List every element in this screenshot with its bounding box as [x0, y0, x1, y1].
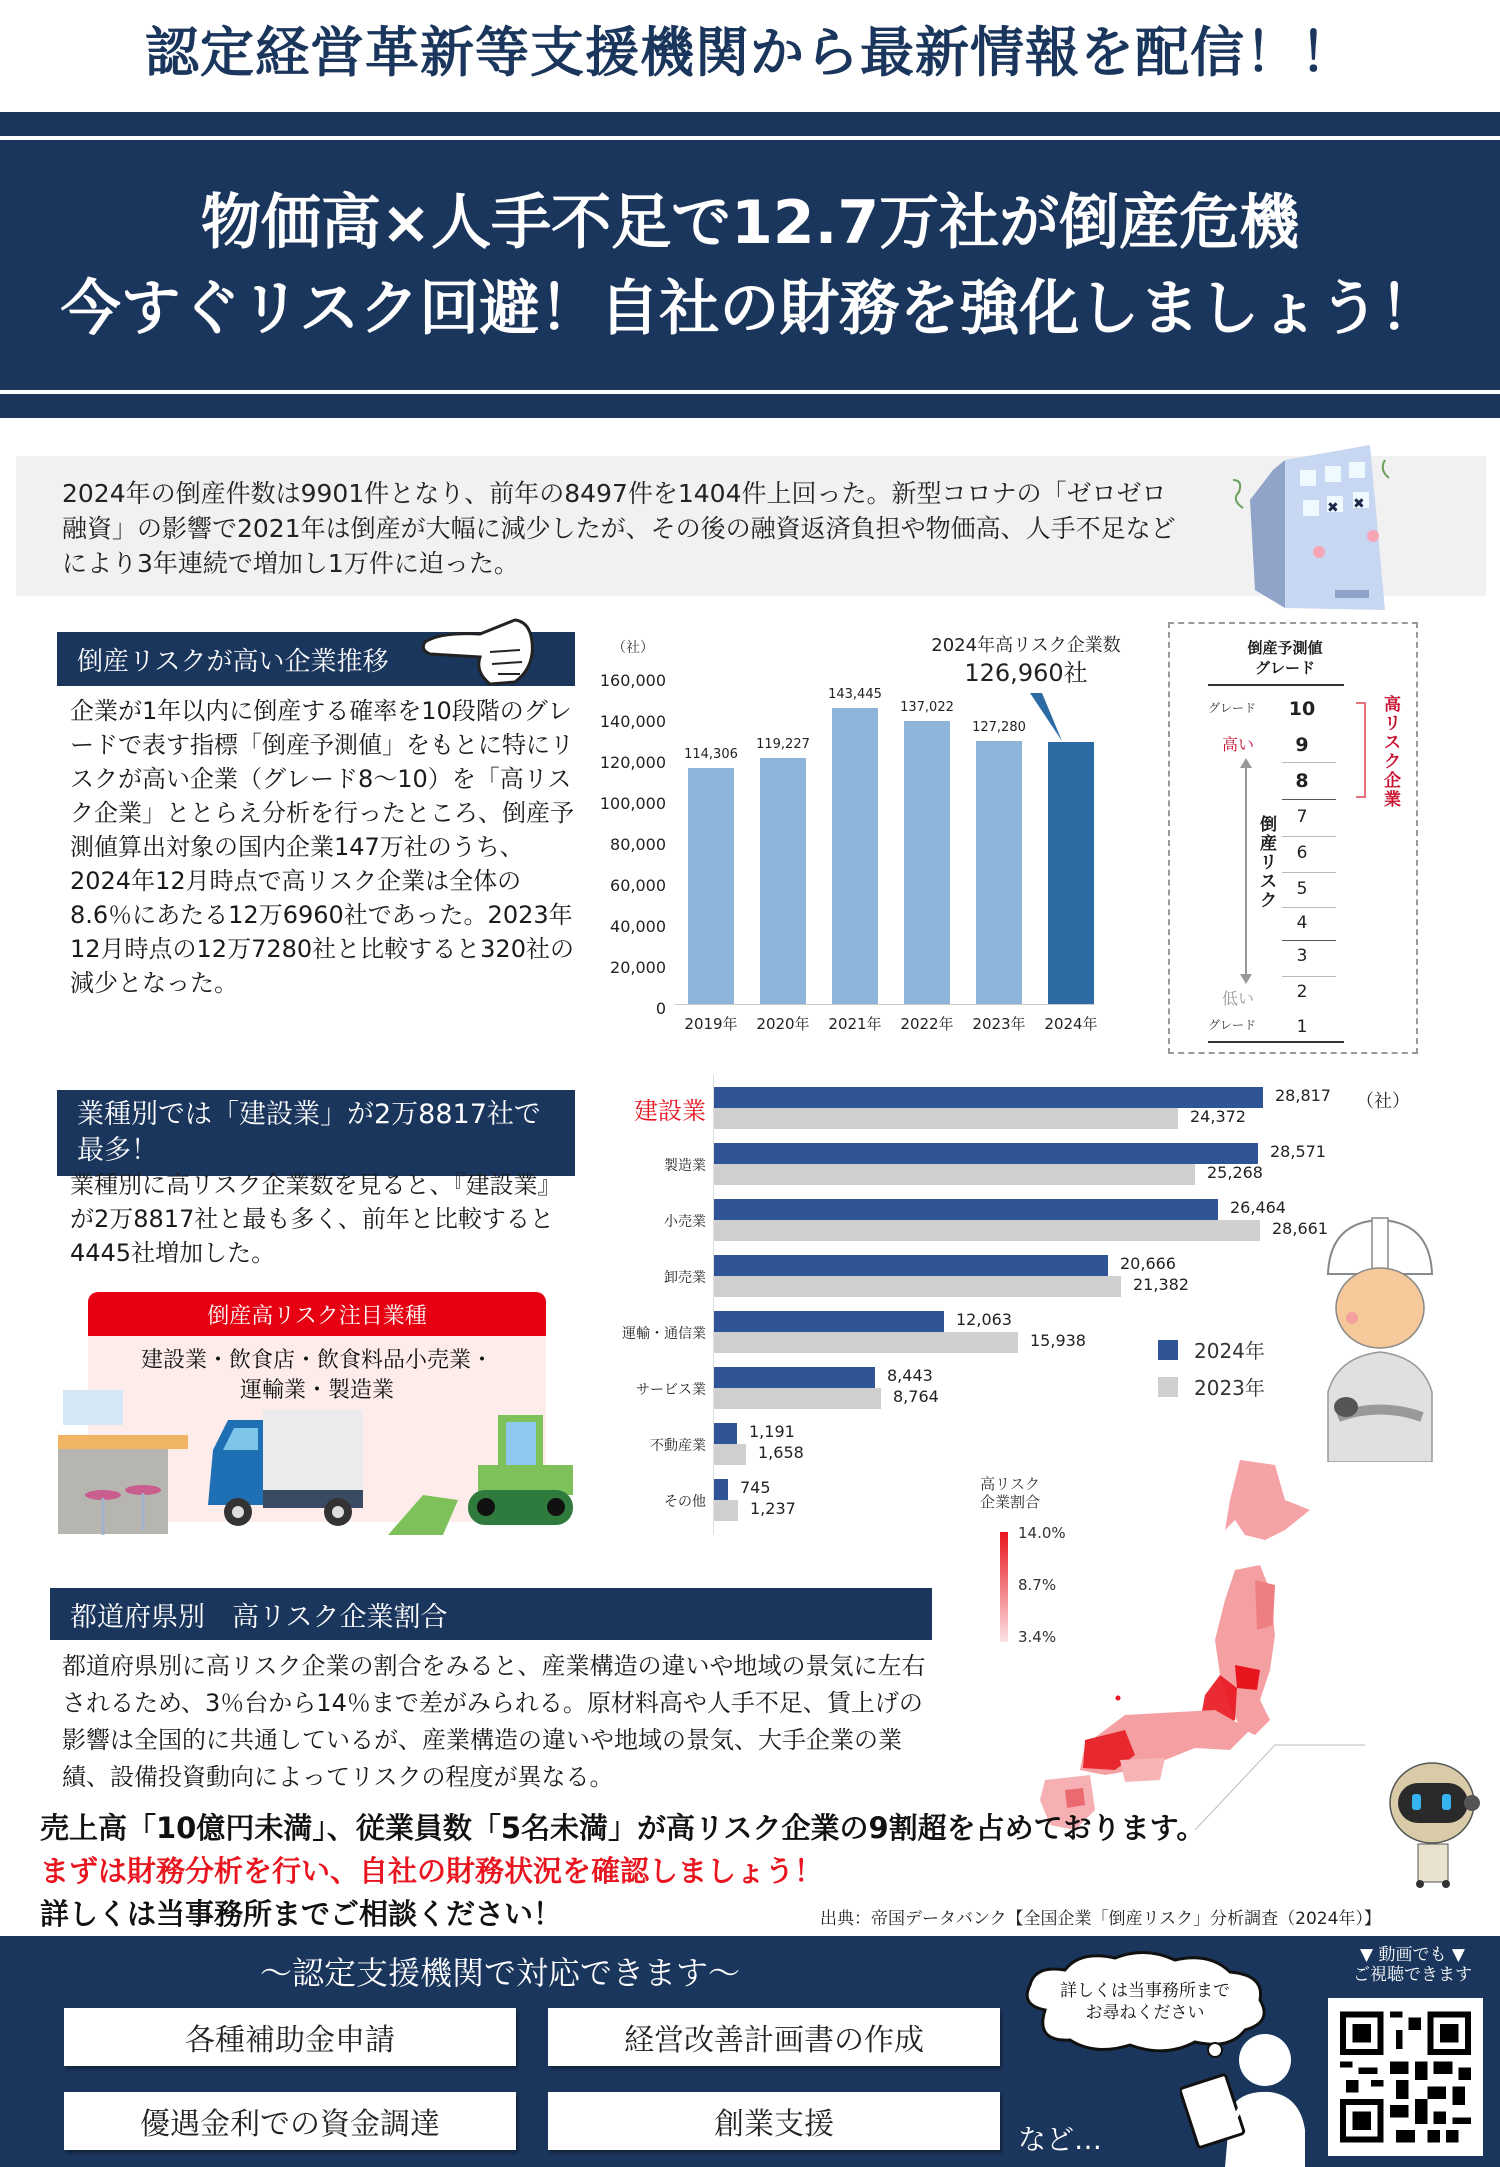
service-preferential-financing[interactable]: 優遇金利での資金調達 [64, 2092, 516, 2150]
bankruptcy-risk-vertical-label: 倒産リスク [1260, 815, 1277, 911]
bar-2024年-運輸・通信業 [714, 1311, 944, 1332]
bar-2024年-サービス業 [714, 1367, 875, 1388]
y-tick: 120,000 [599, 753, 666, 772]
legend-swatch [1158, 1340, 1178, 1360]
map-legend-mid: 8.7% [1018, 1576, 1057, 1594]
y-tick: 140,000 [599, 712, 666, 731]
chart1-callout-value: 126,960社 [964, 659, 1088, 687]
x-tick: 2019年 [684, 1015, 738, 1033]
bar-2023年-小売業 [714, 1220, 1260, 1241]
hero-headline-1: 物価高×人手不足で12.7万社が倒産危機 [200, 188, 1300, 258]
bar-value-label: 8,764 [893, 1387, 939, 1406]
hero-banner [0, 140, 1500, 390]
x-tick: 2020年 [756, 1015, 810, 1033]
grade-divider [1282, 976, 1336, 977]
grade-9: 9 [1295, 734, 1309, 756]
grade-1: 1 [1296, 1017, 1308, 1037]
grade-panel-title [1210, 638, 1360, 678]
legend-item-2024 [1158, 1335, 1265, 1364]
bar-value-label: 745 [740, 1478, 771, 1497]
top-title: 認定経営革新等支援機関から最新情報を配信！！ [145, 21, 1355, 84]
divider [1208, 1041, 1344, 1043]
bar-value-label: 21,382 [1133, 1275, 1189, 1294]
grade-label-bottom: グレード [1208, 1018, 1257, 1032]
section-risk-trend-text: 企業が1年以内に倒産する確率を10段階のグレードで表す指標「倒産予測値」をもとに特にリスクが高い企業（グレード8～10）を「高リスク企業」ととらえ分析を行ったところ、倒産予測値算出対象の国内企業147万社のうち、2024年12月時点で高リスク企業は全体の8.6％にあたる12万6960社であった。2023年12月時点の12万7280社と比較すると320社の減少となった。 [70, 697, 574, 997]
video-label [1335, 1945, 1490, 1985]
double-arrow-icon [1240, 758, 1252, 984]
bar-2024年-卸売業 [714, 1255, 1108, 1276]
bar-2021年 [832, 708, 878, 1004]
bar-value-label: 28,661 [1272, 1219, 1328, 1238]
bar-2024年-不動産業 [714, 1423, 737, 1444]
grade-low-label: 低い [1222, 989, 1255, 1008]
qr-code-icon [1340, 2010, 1471, 2144]
grade-divider [1282, 762, 1336, 763]
grade-2: 2 [1296, 982, 1308, 1002]
y-tick: 100,000 [599, 794, 666, 813]
x-tick: 2022年 [900, 1015, 954, 1033]
category-label: サービス業 [636, 1382, 706, 1398]
svg-text:✖: ✖ [1327, 500, 1339, 516]
legend-swatch [1158, 1377, 1178, 1397]
grade-6: 6 [1296, 843, 1308, 863]
bar-value-label: 24,372 [1190, 1107, 1246, 1126]
hero-band-top-stripe [0, 112, 1500, 136]
section-header-prefecture: 都道府県別 高リスク企業割合 [50, 1588, 932, 1640]
bar-2023年-その他 [714, 1500, 738, 1521]
bar-value-label: 26,464 [1230, 1198, 1286, 1217]
conclusion-line-3: 詳しくは当事務所までご相談ください！ [40, 1897, 563, 1931]
y-tick: 20,000 [610, 958, 666, 977]
conclusion-line-1: 売上高「10億円未満」、従業員数「5名未満」が高リスク企業の9割超を占めております。 [40, 1811, 1206, 1845]
cloud-text-line2: お尋ねください [1085, 2003, 1205, 2023]
chart1-callout-label: 2024年高リスク企業数 [931, 635, 1121, 656]
service-management-improvement-plan[interactable]: 経営改善計画書の作成 [548, 2008, 1000, 2066]
map-legend-max: 14.0% [1018, 1524, 1066, 1542]
bar-value-label: 28,817 [1275, 1086, 1331, 1105]
conclusion-line-2-callout: まずは財務分析を行い、自社の財務状況を確認しましょう！ [40, 1854, 824, 1888]
grade-label-top: グレード [1208, 701, 1257, 715]
bar-2023年-不動産業 [714, 1444, 746, 1465]
service-subsidy-application[interactable]: 各種補助金申請 [64, 2008, 516, 2066]
bar-value-label: 15,938 [1030, 1331, 1086, 1350]
bar-value-label: 25,268 [1207, 1163, 1263, 1182]
legend-item-2023 [1158, 1372, 1265, 1401]
category-label: その他 [664, 1494, 706, 1510]
video-label-line1: ▼ 動画でも ▼ [1360, 1945, 1465, 1965]
high-risk-bracket [1356, 702, 1366, 798]
legend-label: 2023年 [1194, 1376, 1265, 1400]
grade-divider [1282, 907, 1336, 908]
cloud-text-line1: 詳しくは当事務所まで [1060, 1981, 1230, 2001]
bar-2023年 [976, 741, 1022, 1004]
grade-10: 10 [1288, 698, 1316, 720]
bulldozer-icon [388, 1415, 573, 1535]
bar-2022年 [904, 721, 950, 1004]
grade-divider [1282, 872, 1336, 873]
hero-band-bottom-stripe [0, 394, 1500, 418]
cloud-text [1040, 1980, 1250, 2024]
bar-2023年-サービス業 [714, 1388, 881, 1409]
category-label: 製造業 [664, 1158, 706, 1174]
x-tick: 2024年 [1044, 1015, 1098, 1033]
y-tick: 160,000 [599, 671, 666, 690]
footer-title: ～認定支援機関で対応できます～ [259, 1954, 740, 1992]
map-legend-min: 3.4% [1018, 1628, 1057, 1646]
worried-worker-icon [1318, 1212, 1442, 1462]
intro-text: 2024年の倒産件数は9901件となり、前年の8497件を1404件上回った。新型コロナの「ゼロゼロ融資」の影響で2021年は倒産が大幅に減少したが、その後の融資返済負担や物価高、人手不足などにより3年連続で増加し1万件に迫った。 [62, 479, 1176, 578]
bar-value-label: 127,280 [972, 720, 1026, 735]
y-tick: 60,000 [610, 876, 666, 895]
high-risk-company-vertical-label: 高リスク企業 [1384, 695, 1401, 810]
source-credit: 出典：帝国データバンク【全国企業「倒産リスク」分析調査（2024年）】 [820, 1909, 1381, 1929]
grade-7: 7 [1296, 807, 1308, 827]
industry-illustration [58, 1390, 588, 1540]
bar-2024年-建設業 [714, 1087, 1263, 1108]
category-label: 不動産業 [650, 1438, 706, 1454]
attention-industries-line2: 運輸業・製造業 [239, 1378, 394, 1403]
bankruptcy-grade-panel [1168, 622, 1418, 1054]
y-tick: 0 [655, 999, 666, 1018]
japan-prefecture-map [985, 1460, 1415, 1830]
grade-3: 3 [1296, 946, 1308, 966]
svg-text:✖: ✖ [1353, 496, 1365, 512]
category-label: 運輸・通信業 [622, 1326, 706, 1342]
hero-headline-2: 今すぐリスク回避！自社の財務を強化しましょう！ [60, 274, 1440, 344]
grade-divider [1282, 940, 1336, 941]
grade-title-line2: グレード [1254, 659, 1315, 677]
y-tick: 40,000 [610, 917, 666, 936]
person-with-clipboard-icon [1180, 2030, 1310, 2167]
attention-industries-line1: 建設業・飲食店・飲食料品小売業・ [140, 1348, 493, 1373]
bar-2023年-製造業 [714, 1164, 1195, 1185]
section-industry-text: 業種別に高リスク企業数を見ると、『建設業』が2万8817社と最も多く、前年と比較すると4445社増加した。 [70, 1171, 562, 1267]
distressed-building-icon [1225, 440, 1395, 615]
divider [1208, 684, 1344, 686]
robot-mascot-icon [1370, 1758, 1480, 1888]
bar-value-label: 1,237 [750, 1499, 796, 1518]
attention-industries-header: 倒産高リスク注目業種 [88, 1292, 546, 1336]
bar-value-label: 1,658 [758, 1443, 804, 1462]
chart1-y-axis [590, 625, 666, 1045]
bar-value-label: 119,227 [756, 737, 810, 752]
grade-8: 8 [1295, 770, 1309, 792]
y-tick: 80,000 [610, 835, 666, 854]
category-label: 建設業 [634, 1097, 706, 1125]
service-startup-support[interactable]: 創業支援 [548, 2092, 1000, 2150]
bar-2024年-小売業 [714, 1199, 1218, 1220]
section-prefecture-text: 都道府県別に高リスク企業の割合をみると、産業構造の違いや地域の景気に左右されるため、3％台から14％まで差がみられる。原材料高や人手不足、賃上げの影響は全国的に共通しているが、産業構造の違いや地域の景気、大手企業の業績、設備投資動向によってリスクの程度が異なる。 [62, 1652, 926, 1791]
bar-2024年 [1048, 742, 1094, 1004]
high-risk-companies-bar-chart [590, 625, 1140, 1045]
bar-value-label: 137,022 [900, 700, 954, 715]
qr-code[interactable] [1328, 1998, 1483, 2156]
grade-divider [1282, 799, 1336, 800]
legend-label: 2024年 [1194, 1339, 1265, 1363]
bar-value-label: 8,443 [887, 1366, 933, 1385]
section-header-risk-trend: 倒産リスクが高い企業推移 [57, 632, 575, 686]
bar-value-label: 20,666 [1120, 1254, 1176, 1273]
etc-text: など… [1018, 2123, 1103, 2156]
truck-icon [208, 1410, 363, 1526]
pointing-hand-icon [420, 612, 540, 687]
restaurant-counter-icon [58, 1390, 188, 1535]
bar-2024年-製造業 [714, 1143, 1258, 1164]
chart2-legend [1158, 1335, 1265, 1409]
chart2-unit-label: （社） [1356, 1091, 1410, 1112]
x-tick: 2021年 [828, 1015, 882, 1033]
map-legend-title-line2: 企業割合 [979, 1493, 1040, 1511]
grade-divider [1282, 836, 1336, 837]
bar-value-label: 143,445 [828, 687, 882, 702]
x-tick: 2023年 [972, 1015, 1026, 1033]
chart1-unit-label: （社） [612, 640, 654, 656]
grade-high-label: 高い [1222, 735, 1255, 754]
bar-2023年-運輸・通信業 [714, 1332, 1018, 1353]
section-header-industry: 業種別では「建設業」が2万8817社で最多！ [57, 1090, 575, 1176]
callout-pointer-icon [1030, 693, 1070, 743]
bar-value-label: 114,306 [684, 747, 738, 762]
category-label: 卸売業 [664, 1270, 706, 1286]
grade-title-line1: 倒産予測値 [1247, 639, 1323, 657]
bar-value-label: 28,571 [1270, 1142, 1326, 1161]
map-legend-title-line1: 高リスク [980, 1475, 1040, 1493]
grade-4: 4 [1296, 913, 1308, 933]
grade-5: 5 [1296, 879, 1308, 899]
category-label: 小売業 [664, 1214, 706, 1230]
bar-value-label: 1,191 [749, 1422, 795, 1441]
bar-value-label: 12,063 [956, 1310, 1012, 1329]
bar-2024年-その他 [714, 1479, 728, 1500]
bar-2023年-卸売業 [714, 1276, 1121, 1297]
video-label-line2: ご視聴できます [1353, 1965, 1472, 1985]
bar-2020年 [760, 758, 806, 1004]
bar-2019年 [688, 768, 734, 1004]
bar-2023年-建設業 [714, 1108, 1178, 1129]
